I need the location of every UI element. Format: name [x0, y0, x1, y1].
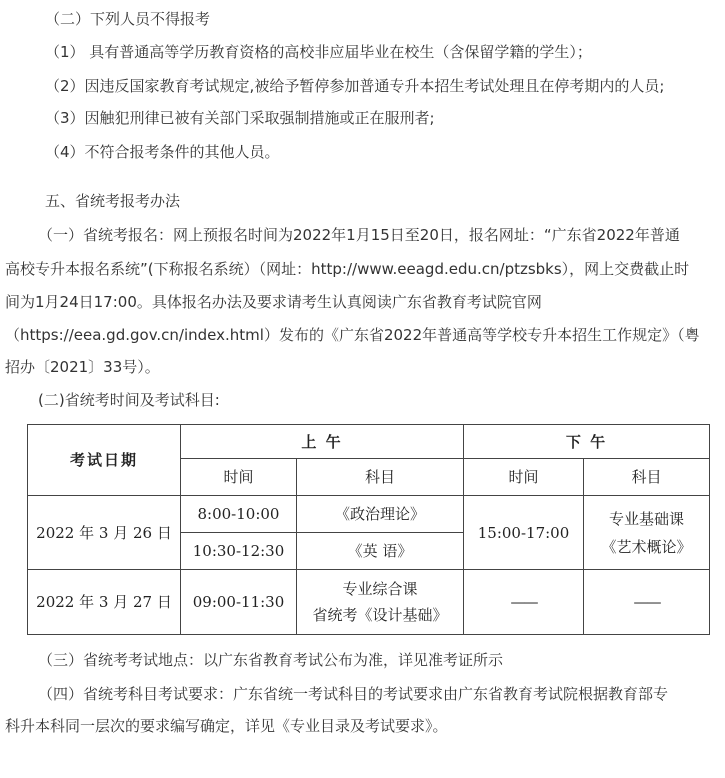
- section2-heading: （二）下列人员不得报考: [45, 10, 211, 28]
- pm-subject-1-line2: 《艺术概论》: [601, 537, 692, 556]
- pm-subject-2: ——: [584, 570, 710, 635]
- pm-subject-1-line1: 专业基础课: [609, 509, 685, 528]
- requirements-line-1: （四）省统考科目考试要求：广东省统一考试科目的考试要求由广东省教育考试院根据教育部专: [38, 685, 669, 703]
- registration-line-5: 招办〔2021〕33号）。: [5, 358, 160, 376]
- requirements-line-2: 科升本科同一层次的要求编写确定，详见《专业目录及考试要求》。: [5, 717, 448, 735]
- am-subject-1: 《政治理论》: [297, 496, 464, 533]
- date-header: 考试日期: [28, 425, 181, 496]
- schedule-heading: (二)省统考时间及考试科目:: [38, 391, 220, 409]
- am-time-2: 10:30-12:30: [181, 533, 297, 570]
- pm-time-header: 时间: [464, 459, 584, 496]
- exam-date-1: 2022 年 3 月 26 日: [28, 496, 181, 570]
- am-subject-3-line1: 专业综合课: [342, 580, 418, 598]
- am-subject-2: 《英 语》: [297, 533, 464, 570]
- am-time-header: 时间: [181, 459, 297, 496]
- am-time-1: 8:00-10:00: [181, 496, 297, 533]
- section2-item-4: （4）不符合报考条件的其他人员。: [45, 143, 280, 161]
- section2-item-1: （1） 具有普通高等学历教育资格的高校非应届毕业在校生（含保留学籍的学生）；: [45, 43, 592, 61]
- registration-line-1: （一）省统考报名：网上预报名时间为2022年1月15日至20日，报名网址：“广东省2022年普通: [38, 226, 680, 244]
- pm-subject-header: 科目: [584, 459, 710, 496]
- exam-schedule-table: [27, 424, 710, 635]
- exam-date-2: 2022 年 3 月 27 日: [28, 570, 181, 635]
- section2-item-3: （3）因触犯刑律已被有关部门采取强制措施或正在服刑者;: [45, 109, 435, 127]
- section2-item-2: （2）因违反国家教育考试规定,被给予暂停参加普通专升本招生考试处理且在停考期内的人员;: [45, 77, 665, 95]
- am-subject-header: 科目: [297, 459, 464, 496]
- pm-time-2: ——: [464, 570, 584, 635]
- exam-location-line: （三）省统考考试地点：以广东省教育考试公布为准，详见准考证所示: [38, 651, 504, 669]
- registration-line-3: 间为1月24日17:00。具体报名办法及要求请考生认真阅读广东省教育考试院官网: [5, 293, 542, 311]
- pm-time-1: 15:00-17:00: [464, 496, 584, 570]
- am-subject-3: [297, 570, 464, 635]
- am-time-3: 09:00-11:30: [181, 570, 297, 635]
- registration-line-2: 高校专升本报名系统”(下称报名系统）（网址：http://www.eeagd.edu.cn/ptzsbks），网上交费截止时: [5, 260, 690, 278]
- registration-line-4: （https://eea.gd.gov.cn/index.html）发布的《广东省2022年普通高等学校专升本招生工作规定》（粤: [5, 326, 700, 344]
- pm-subject-1: [584, 496, 710, 570]
- afternoon-header: 下 午: [464, 425, 710, 459]
- morning-header: 上 午: [181, 425, 464, 459]
- section5-heading: 五、省统考报考办法: [45, 192, 181, 210]
- am-subject-3-line2: 省统考《设计基础》: [312, 606, 448, 624]
